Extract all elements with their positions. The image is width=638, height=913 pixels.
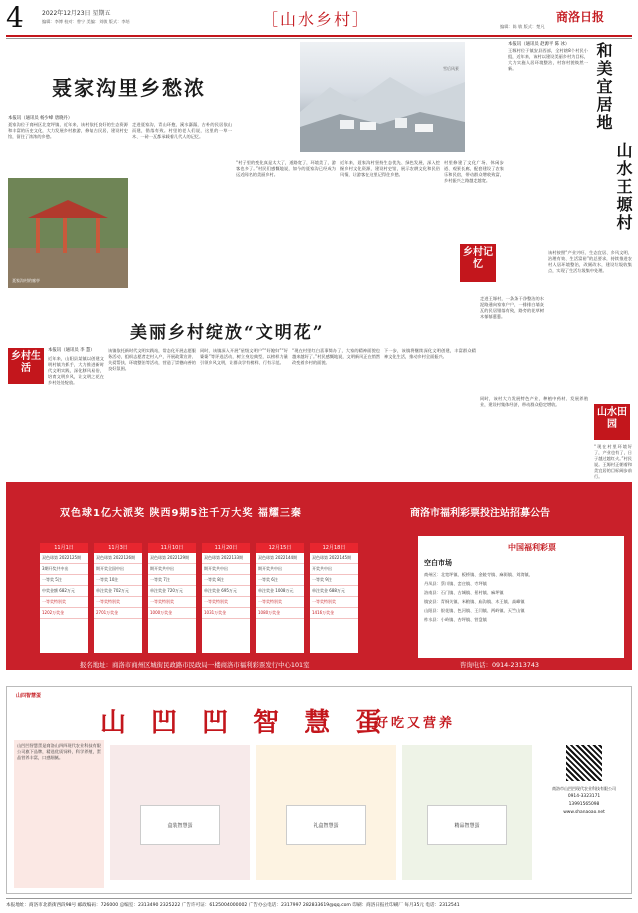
snow-village-photo (300, 42, 465, 152)
card-line: 单注奖金 720万元 (148, 586, 196, 597)
side-article-col5: “现在村里环境好了，产业也有了，日子越过越红火。”村民说。王塬村正朝着和美宜居的目标阔步前行。 (594, 444, 632, 479)
article1-title: 聂家沟里乡愁浓 (52, 76, 206, 100)
card-line: 一等奖 6注 (256, 575, 304, 586)
egg-slogan: 好吃又营养 (375, 716, 456, 731)
side-article-title-b: 山水王塬村 (614, 142, 633, 232)
lottery-card (256, 543, 304, 653)
newspaper-logo: 商洛日报 (556, 10, 605, 24)
article2-byline: 本报讯（通讯员 李 慧） (48, 348, 95, 353)
card-line: 开奖共中出 (310, 564, 358, 575)
article2-col2: 该镇依托新时代文明实践站，常态化开展志愿服务活动，组织志愿者走村入户，开展政策宣讲、关爱帮扶、环境整治等活动，营造了崇德向善的良好氛围。 (108, 348, 196, 371)
vacancy-item: 丹凤县：蔡川镇、峦庄镇、寺坪镇 (424, 581, 487, 586)
welfare-lottery-logo: 中国福利彩票 (508, 543, 556, 552)
article1-col4: 近年来，聂家沟村坚持生态优先、绿色发展，深入挖掘乡村文化资源，建设村史馆，展示农耕文化和民俗风情，让游客在这里记得住乡愁。 (340, 160, 440, 177)
badge-landscape: 山水田园 (594, 404, 630, 440)
egg-product-label: 礼盒智慧蛋 (286, 805, 366, 845)
header-rule-thin (6, 38, 632, 39)
card-line: 1202万奖金 (40, 608, 88, 619)
vacancy-list (424, 570, 620, 624)
egg-contact-panel (538, 745, 630, 885)
lottery-recruit-headline: 商洛市福利彩票投注站招募公告 (410, 508, 550, 519)
vacancy-item: 商州区：北宽坪镇、板桥镇、金陵寺镇、麻街镇、刘湾镇、 (424, 572, 533, 577)
egg-product-box (256, 745, 396, 880)
card-line: 期开奖共中出 (202, 564, 250, 575)
vacancy-item: 镇安县：青铜关镇、米粮镇、庙沟镇、木王镇、高峰镇 (424, 599, 525, 604)
card-line: 一等奖 5注 (40, 575, 88, 586)
card-line: 一等奖特别奖 (202, 597, 250, 608)
article2-col4: “现在村里红白喜事简办了，大家的精神面貌也越来越好了。”村民感慨地说，文明新风正在悄然改变着乡村的面貌。 (292, 348, 381, 365)
issue-date: 2022年12月23日 星期五 (42, 10, 111, 17)
side-article-title-a: 和美宜居地 (594, 42, 613, 132)
badge-rural-life: 乡村生活 (8, 348, 44, 384)
card-line: 1080万奖金 (256, 608, 304, 619)
egg-product-box (110, 745, 250, 880)
article1-byline: 本报讯（通讯员 杨少峰 唐晓丹） (8, 116, 73, 121)
card-line: 3期开奖共中出 (40, 564, 88, 575)
card-line: 一等奖 10注 (94, 575, 142, 586)
egg-headline: 山 凹 凹 智 慧 蛋 (100, 708, 390, 738)
card-line: 期开奖共中出 (256, 564, 304, 575)
card-line: 双色球第 2022144期 (256, 553, 304, 564)
card-line: 一等奖特别奖 (40, 597, 88, 608)
egg-website: www.shanaoao.net (563, 810, 605, 815)
page-header (0, 0, 638, 36)
photo2-caption: 聂家沟村的廊亭 (12, 278, 40, 283)
article1-col2: 走进聂家沟，青山环抱，溪水潺潺，古朴的民居依山而建，错落有致。村里的老人们说，这里的一草一木、一砖一瓦都承载着几代人的记忆。 (132, 122, 232, 139)
photo-caption: 雪后风景 (443, 66, 459, 71)
article2-title: 美丽乡村绽放“文明花” (130, 323, 325, 343)
lottery-headline: 双色球1亿大派奖 陕西9期5注千万大奖 福耀三秦 (60, 508, 302, 519)
card-line: 1000万奖金 (148, 608, 196, 619)
side-article-col2: 该村按照“产业兴旺、生态宜居、乡风文明、治理有效、生活富裕”的总要求，持续推进农村人居环境整治，改厕改水，建设垃圾收集点，实现了生活垃圾集中处理。 (548, 250, 632, 273)
egg-company: 商洛市山凹凹现代农业科技有限公司 (552, 786, 616, 791)
card-date: 11月20日 (202, 543, 250, 553)
card-line: 单注奖金 1008万元 (256, 586, 304, 597)
vacancy-title: 空白市场 (424, 559, 452, 567)
vacancy-item: 山阳县：银花镇、色河镇、王闫镇、两岭镇、天竺山镇 (424, 608, 525, 613)
egg-brand: 山四智慧蛋 (16, 693, 42, 699)
section-credits: 编辑：陈 敏 版式：楚凡 (500, 24, 545, 29)
egg-description: 山凹凹智慧蛋是商洛山四四现代农业科技有限公司旗下品牌，精选优质饲料，科学养殖，蛋品营养丰富，口感细腻。 (14, 740, 104, 888)
article2-col1: 近年来，山阳县某镇以创建文明村镇为抓手，大力推进新时代文明实践，深化移风易俗，培育文明乡风，让文明之花在乡村处处绽放。 (48, 356, 104, 385)
lottery-card (202, 543, 250, 653)
egg-product-box (402, 745, 532, 880)
lottery-card (148, 543, 196, 653)
card-line: 双色球第 2022129期 (148, 553, 196, 564)
article2-col5: 下一步，该镇将继续深化文明创建，丰富群众精神文化生活，推动乡村全面振兴。 (384, 348, 476, 359)
article1-col1: 聂家沟位于商州区北宽坪镇，近年来，该村依托良好的生态资源和丰富的历史文化，大力发展乡村旅游，修复古民居，建设村史馆，留住了浓浓的乡愁。 (8, 122, 128, 139)
card-line: 1416万奖金 (310, 608, 358, 619)
vacancy-item: 柞水县：小岭镇、杏坪镇、营盘镇 (424, 617, 487, 622)
card-line: 2701万奖金 (94, 608, 142, 619)
header-rule (6, 35, 632, 37)
article1-col3: “村子里的变化真是太大了，道路宽了，环境美了，游客也多了。”村民们感慨地说，如今的聂家沟已经成为远近闻名的美丽乡村。 (236, 160, 336, 177)
page-number: 4 (6, 1, 24, 34)
card-line: 单注奖金 688万元 (310, 586, 358, 597)
side-article-col4: 同时，该村大力发展特色产业，种植中药材、发展养殖业，建设村集体经济，带动群众稳定增收。 (480, 396, 588, 407)
card-line: 双色球第 2022125期 (40, 553, 88, 564)
lottery-address: 报名地址：商洛市商州区城街民政路市民政局一楼商洛市福利彩票发行中心101室 (80, 661, 310, 669)
article2-col3: 同时，该镇深入开展“星级文明户”“好媳妇”“好婆婆”等评选活动，树立身边典型，以榜样力量引领乡风文明，让群众学有榜样、行有示范。 (200, 348, 288, 365)
lottery-phone: 咨询电话：0914-2313743 (460, 661, 539, 669)
card-line: 双色球第 2022145期 (310, 553, 358, 564)
egg-product-label: 精品智慧蛋 (427, 805, 507, 845)
side-article-byline: 本报讯（通讯员 赵源平 陈 冰） (508, 42, 570, 47)
card-line: 一等奖特别奖 (94, 597, 142, 608)
card-line: 期开奖全国中出 (94, 564, 142, 575)
card-date: 11月10日 (148, 543, 196, 553)
qr-code-icon (566, 745, 602, 781)
card-line: 一等奖 7注 (148, 575, 196, 586)
card-date: 11月1日 (40, 543, 88, 553)
pavilion-illustration (8, 178, 128, 288)
pavilion-photo (8, 178, 128, 288)
section-title: ［山水乡村］ (262, 10, 371, 29)
card-line: 一等奖 8注 (202, 575, 250, 586)
card-line: 单注奖金 695万元 (202, 586, 250, 597)
page-footer: 本报地址：商洛市北新街西段98号 邮政编码：726000 总编室：2313490 2325222 广告许可证：6125004000002 广告办公电话：2317997 282833619@qq.com 印刷：商洛日报社印刷厂 每月35元 电话：2312541 (6, 898, 632, 908)
badge-rural-memory: 乡村记忆 (460, 244, 496, 282)
card-line: 一等奖特别奖 (310, 597, 358, 608)
card-line: 双色球第 2022133期 (202, 553, 250, 564)
editor-credits: 编辑：李博 校对：曾宁 美编：刘敏 版式：李培 (42, 19, 130, 24)
card-line: 一等奖特别奖 (256, 597, 304, 608)
side-article-col3: 走进王塬村，一条条干净整洁的水泥路通向家家户户，一排排白墙灰瓦的民居错落有致，路旁的花草树木郁郁葱葱。 (480, 296, 544, 319)
card-date: 12月15日 (256, 543, 304, 553)
lottery-card (94, 543, 142, 653)
card-line: 1031万奖金 (202, 608, 250, 619)
egg-phone2: 13991565098 (568, 802, 600, 807)
snow-mountain-illustration (300, 42, 465, 152)
egg-product-label: 盒装智慧蛋 (140, 805, 220, 845)
card-line: 一等奖特别奖 (148, 597, 196, 608)
lottery-card (310, 543, 358, 653)
egg-phone1: 0914-3323171 (567, 794, 601, 799)
card-line: 期开奖共中出 (148, 564, 196, 575)
card-line: 一等奖 9注 (310, 575, 358, 586)
card-date: 11月3日 (94, 543, 142, 553)
article1-col5: 村里修建了文化广场、休闲步道、观景长廊，配套建设了农家乐和民宿，带动群众增收致富，乡村振兴之路越走越宽。 (444, 160, 504, 183)
card-date: 12月18日 (310, 543, 358, 553)
lottery-card (40, 543, 88, 653)
lottery-vacancy-panel (418, 536, 624, 658)
card-line: 单注奖金 702万元 (94, 586, 142, 597)
card-line: 中奖金额 682万元 (40, 586, 88, 597)
side-article-col1: 王塬村位于镇安县西部，全村辖8个村民小组，近年来，该村以建设美丽乡村为目标，大力实施人居环境整治，村容村貌焕然一新。 (508, 48, 588, 71)
card-line: 双色球第 2022126期 (94, 553, 142, 564)
vacancy-item: 洛南县：石门镇、古城镇、景村镇、麻坪镇 (424, 590, 504, 595)
